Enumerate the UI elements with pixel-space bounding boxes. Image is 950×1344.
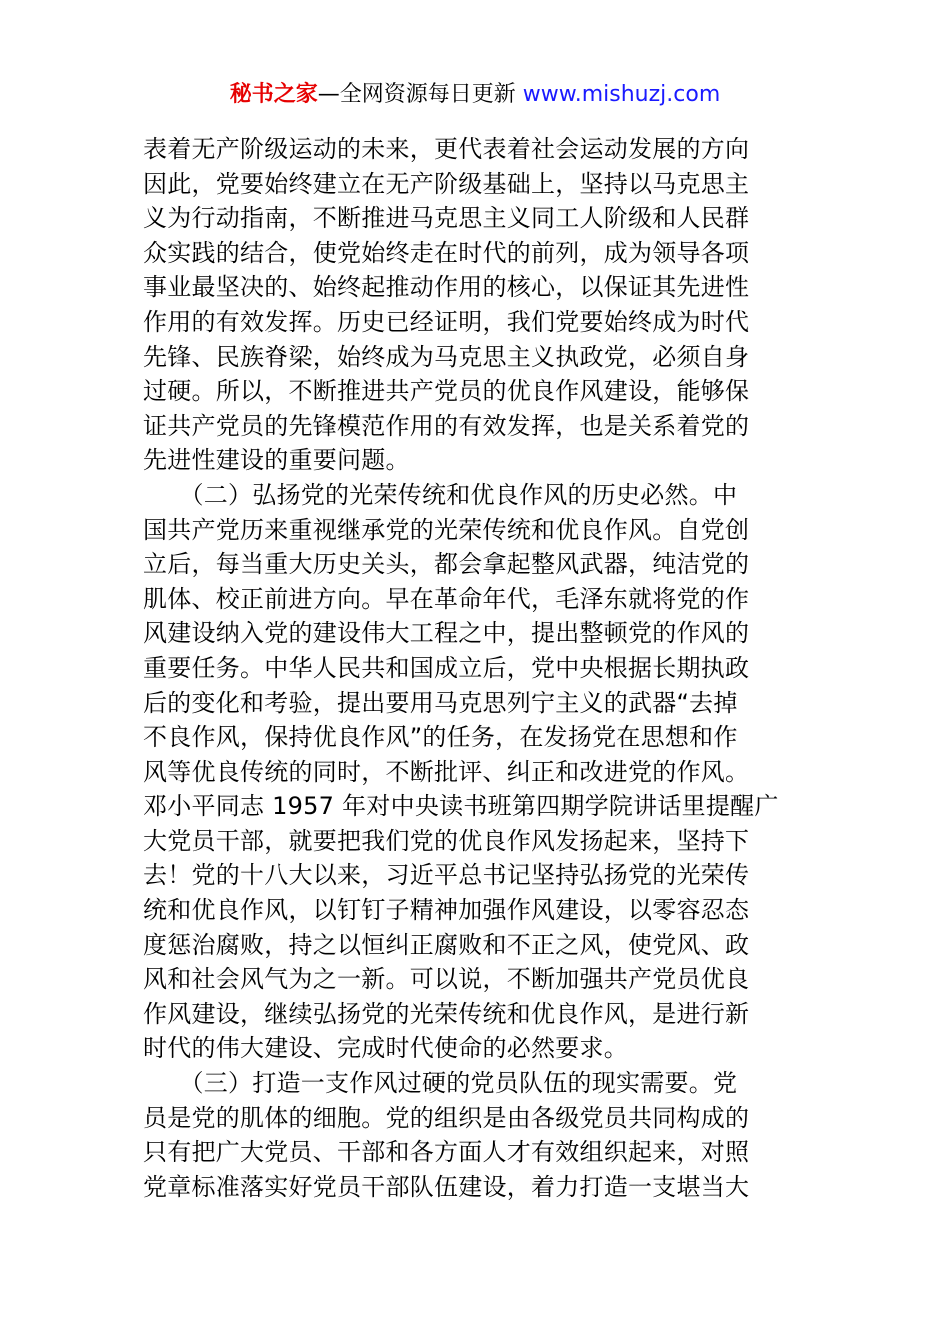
text-line: 作风建设，继续弘扬党的光荣传统和优良作风，是进行新 <box>143 999 750 1028</box>
text-line: 邓小平同志 1957 年对中央读书班第四期学院讲话里提醒广 <box>143 792 779 821</box>
text-line: 时代的伟大建设、完成时代使命的必然要求。 <box>143 1034 628 1063</box>
text-line: 员是党的肌体的细胞。党的组织是由各级党员共同构成的 <box>143 1103 750 1132</box>
brand-name: 秘书之家 <box>229 82 318 107</box>
text-line: 风和社会风气为之一新。可以说，不断加强共产党员优良 <box>143 965 750 994</box>
text-line: 证共产党员的先锋模范作用的有效发挥，也是关系着党的 <box>143 411 750 440</box>
text-line: 表着无产阶级运动的未来，更代表着社会运动发展的方向 <box>143 135 750 163</box>
text-line: 重要任务。中华人民共和国成立后，党中央根据长期执政 <box>143 653 750 682</box>
text-line: 大党员干部，就要把我们党的优良作风发扬起来，坚持下 <box>143 826 750 855</box>
document-body <box>143 132 809 1204</box>
text-line: 因此，党要始终建立在无产阶级基础上，坚持以马克思主 <box>143 169 750 198</box>
text-line: 去！党的十八大以来，习近平总书记坚持弘扬党的光荣传 <box>143 861 750 890</box>
text-line: 国共产党历来重视继承党的光荣传统和优良作风。自党创 <box>143 515 750 544</box>
text-line: 义为行动指南，不断推进马克思主义同工人阶级和人民群 <box>143 204 750 233</box>
header-tagline: —全网资源每日更新 <box>317 82 523 107</box>
text-line: 先进性建设的重要问题。 <box>143 446 410 475</box>
text-line: 只有把广大党员、干部和各方面人才有效组织起来，对照 <box>143 1138 750 1167</box>
text-line: 过硬。所以，不断推进共产党员的优良作风建设，能够保 <box>143 377 750 406</box>
text-line: 度惩治腐败，持之以恒纠正腐败和不正之风，使党风、政 <box>143 930 750 959</box>
text-line: 事业最坚决的、始终起推动作用的核心，以保证其先进性 <box>143 273 750 302</box>
section-heading-line: （三）打造一支作风过硬的党员队伍的现实需要。党 <box>143 1069 738 1098</box>
text-line: 先锋、民族脊梁，始终成为马克思主义执政党，必须自身 <box>143 342 750 371</box>
text-line: 立后，每当重大历史关头，都会拿起整风武器，纯洁党的 <box>143 550 750 579</box>
site-header <box>0 80 950 110</box>
text-line: 众实践的结合，使党始终走在时代的前列，成为领导各项 <box>143 238 750 267</box>
text-line: 不良作风，保持优良作风”的任务，在发扬党在思想和作 <box>143 723 738 752</box>
text-line: 统和优良作风，以钉钉子精神加强作风建设，以零容忍态 <box>143 896 750 925</box>
text-line: 风等优良传统的同时，不断批评、纠正和改进党的作风。 <box>143 757 750 786</box>
site-url-link[interactable]: www.mishuzj.com <box>522 82 721 107</box>
text-line: 党章标准落实好党员干部队伍建设，着力打造一支堪当大 <box>143 1172 750 1201</box>
text-line: 后的变化和考验，提出要用马克思列宁主义的武器“去掉 <box>143 688 738 717</box>
section-heading-line: （二）弘扬党的光荣传统和优良作风的历史必然。中 <box>143 480 738 509</box>
text-line: 肌体、校正前进方向。早在革命年代，毛泽东就将党的作 <box>143 584 750 613</box>
text-line: 作用的有效发挥。历史已经证明，我们党要始终成为时代 <box>143 307 750 336</box>
text-line: 风建设纳入党的建设伟大工程之中，提出整顿党的作风的 <box>143 619 750 648</box>
